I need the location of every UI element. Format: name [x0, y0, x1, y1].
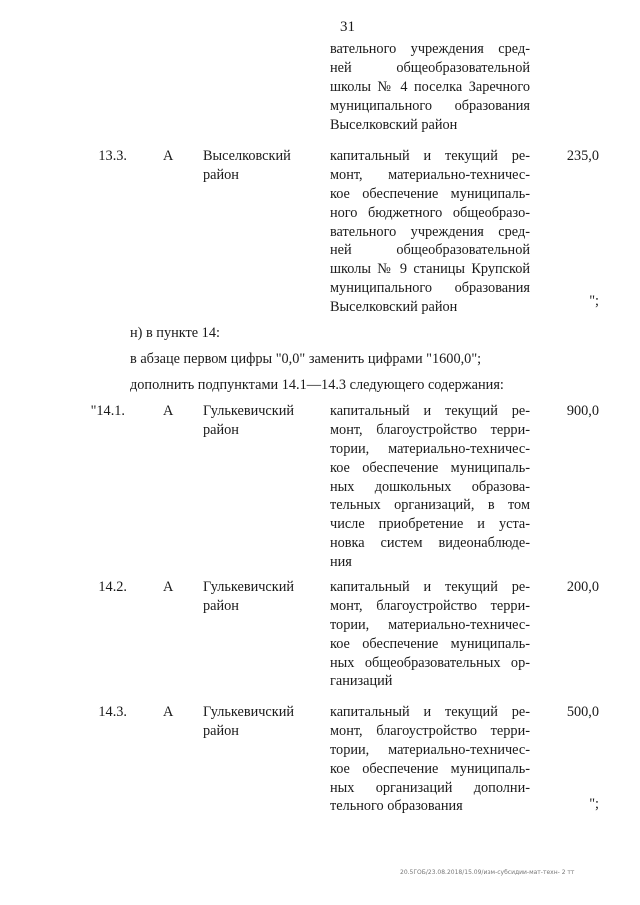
- row-number: 13.3.: [98, 148, 127, 164]
- district-line: район: [203, 722, 239, 739]
- row-number: "14.1.: [90, 403, 125, 419]
- continuation-description: [330, 40, 530, 134]
- description-line: ных дошкольных образова-: [330, 478, 530, 495]
- description-line: вательного учреждения сред-: [330, 223, 530, 240]
- row-amount: 900,0: [566, 403, 599, 419]
- description-line: тории, материально-техничес-: [330, 440, 530, 457]
- description-line: тории, материально-техничес-: [330, 616, 530, 633]
- district-line: Гулькевичский: [203, 704, 295, 720]
- district-line: Гулькевичский: [203, 579, 295, 595]
- row-category: А: [163, 579, 174, 595]
- continuation-line: Выселковский район: [330, 116, 458, 133]
- description-line: капитальный и текущий ре-: [330, 403, 530, 419]
- row-number: 14.2.: [98, 579, 127, 595]
- page-number: 31: [340, 19, 355, 35]
- row-amount: 200,0: [566, 579, 599, 595]
- amendment-paragraph: в абзаце первом цифры "0,0" заменить цифрами "1600,0";: [130, 351, 482, 367]
- description-line: капитальный и текущий ре-: [330, 148, 530, 164]
- continuation-line: школы № 4 поселка Заречного: [330, 78, 530, 95]
- amendment-paragraph: н) в пункте 14:: [130, 325, 220, 341]
- district-line: Гулькевичский: [203, 403, 295, 419]
- row-description: [330, 578, 530, 691]
- row-amount: 500,0: [566, 704, 599, 720]
- description-line: кое обеспечение муниципаль-: [330, 635, 530, 652]
- description-line: муниципального образования: [330, 280, 530, 297]
- description-line: ния: [330, 554, 352, 571]
- row-number: 14.3.: [98, 704, 127, 720]
- district-line: Выселковский: [203, 148, 291, 164]
- description-line: капитальный и текущий ре-: [330, 579, 530, 595]
- row-district: [203, 578, 313, 616]
- description-line: тории, материально-техничес-: [330, 741, 530, 758]
- closing-quote: ";: [589, 293, 599, 309]
- continuation-line: муниципального образования: [330, 97, 530, 114]
- row-category: А: [163, 403, 174, 419]
- description-line: ных организаций дополни-: [330, 779, 530, 796]
- description-line: тельных организаций, в том: [330, 497, 530, 514]
- description-line: капитальный и текущий ре-: [330, 704, 530, 720]
- description-line: ных общеобразовательных ор-: [330, 654, 530, 671]
- description-line: кое обеспечение муниципаль-: [330, 760, 530, 777]
- district-line: район: [203, 166, 239, 183]
- description-line: монт, материально-техничес-: [330, 166, 530, 183]
- row-description: [330, 703, 530, 816]
- description-line: ганизаций: [330, 673, 393, 690]
- description-line: школы № 9 станицы Крупской: [330, 261, 530, 278]
- row-category: А: [163, 148, 174, 164]
- footer-stamp: 20.5ГОБ/23.08.2018/15.09/изм-субсидии-мат-техн- 2 тт: [400, 869, 575, 876]
- description-line: кое обеспечение муниципаль-: [330, 185, 530, 202]
- description-line: монт, благоустройство терри-: [330, 597, 530, 614]
- row-amount: 235,0: [566, 148, 599, 164]
- row-category: А: [163, 704, 174, 720]
- amendment-paragraph: дополнить подпунктами 14.1—14.3 следующего содержания:: [130, 377, 504, 393]
- description-line: Выселковский район: [330, 299, 458, 316]
- row-district: [203, 402, 313, 440]
- row-description: [330, 147, 530, 317]
- closing-quote: ";: [589, 796, 599, 812]
- row-district: [203, 147, 313, 185]
- description-line: монт, благоустройство терри-: [330, 421, 530, 438]
- description-line: кое обеспечение муниципаль-: [330, 459, 530, 476]
- description-line: монт, благоустройство терри-: [330, 722, 530, 739]
- row-description: [330, 402, 530, 572]
- description-line: числе приобретение и уста-: [330, 516, 530, 533]
- description-line: новка систем видеонаблюде-: [330, 535, 530, 552]
- district-line: район: [203, 597, 239, 614]
- description-line: ней общеобразовательной: [330, 242, 530, 259]
- continuation-line: вательного учреждения сред-: [330, 41, 530, 57]
- district-line: район: [203, 421, 239, 438]
- continuation-line: ней общеобразовательной: [330, 59, 530, 76]
- row-district: [203, 703, 313, 741]
- description-line: ного бюджетного общеобразо-: [330, 204, 530, 221]
- description-line: тельного образования: [330, 798, 463, 815]
